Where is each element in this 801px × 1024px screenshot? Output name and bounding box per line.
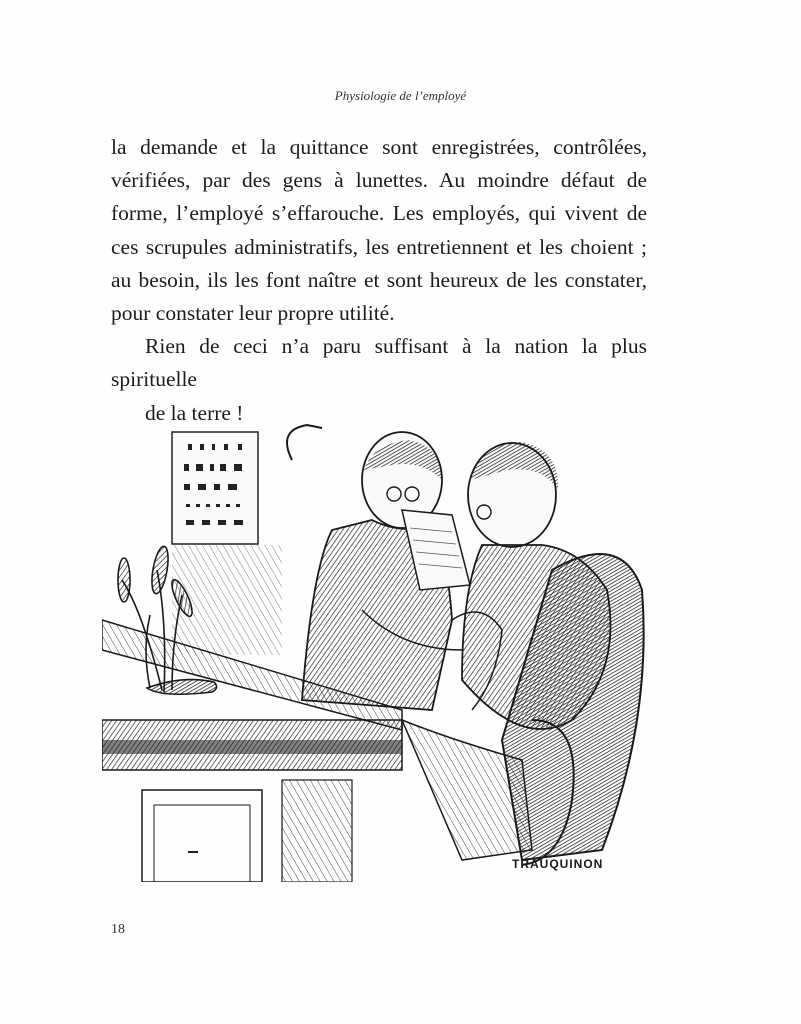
text-line: vérifiées, par des gens à lunettes. Au moindre défaut de (111, 168, 647, 193)
engraver-signature: TRAUQUINON (512, 857, 604, 871)
text-line: forme, l’employé s’effarouche. Les employés, qui vivent de (111, 201, 647, 226)
text-line: Rien de ceci n’a paru suffisant à la nation la plus spirituelle (111, 334, 647, 392)
text-line: de la terre ! (145, 400, 244, 425)
paragraph-1 (111, 131, 647, 330)
page-number: 18 (111, 922, 125, 937)
engraving-illustration (102, 420, 662, 882)
text-line: ces scrupules administratifs, les entretiennent et les choient ; (111, 234, 647, 259)
text-line: pour constater leur propre utilité. (111, 301, 395, 326)
body-text (111, 131, 647, 430)
running-head: Physiologie de l’employé (334, 88, 467, 103)
paragraph-2 (111, 330, 647, 430)
text-line: au besoin, ils les font naître et sont heureux de les constater, (111, 267, 647, 292)
text-line: la demande et la quittance sont enregistrées, contrôlées, (111, 135, 647, 159)
eye-chart (172, 432, 258, 544)
